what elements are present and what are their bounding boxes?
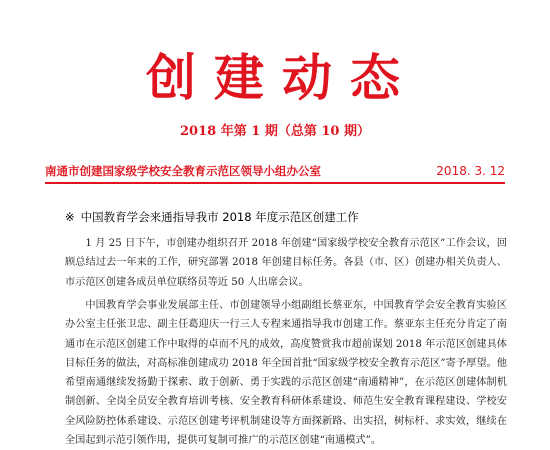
header-divider [45, 182, 505, 184]
issue-number: 2018 年第 1 期（总第 10 期） [180, 124, 370, 139]
reference-mark-icon: ※ [65, 210, 75, 224]
article-title: 中国教育学会来通指导我市 2018 年度示范区创建工作 [80, 210, 359, 224]
article-heading [65, 209, 359, 225]
issue-date: 2018. 3. 12 [436, 164, 505, 178]
article-paragraph-2: 中国教育学会事业发展部主任、市创建领导小组副组长蔡亚东，中国教育学会安全教育实验区办公室主任张卫忠、副主任葛迎庆一行三人专程来通指导我市创建工作。蔡亚东主任充分肯定了南通市在示范区创建工作中取得的卓而不凡的成效，高度赞赏我市超前谋划 2018 年示范区创建具体目标任务的做法，对高标准创建成功 2018 年全国首批“国家级学校安全教育示范区”寄予厚望。他希望南通继续发扬勤于探索、敢于创新、勇于实践的示范区创建“南通精神”，在示范区创建体制机制创新、全岗全员安全教育培训考核、安全教育科研体系建设、师范生安全教育课程建设、学校安全风险防控体系建设、示范区创建考评机制建设等方面探新路、出实招，树标杆、求实效，继续在全国起到示范引领作用，提供可复制可推广的示范区创建“南通模式”。 [65, 300, 507, 447]
issuing-office: 南通市创建国家级学校安全教育示范区领导小组办公室 [45, 164, 321, 178]
header-line [45, 162, 505, 180]
masthead-title: 创建动态 [146, 48, 418, 107]
article-paragraph-1: 1 月 25 日下午，市创建办组织召开 2018 年创建“国家级学校安全教育示范区”工作会议，回顾总结过去一年来的工作，研究部署 2018 年创建目标任务。各县（市、区）创建办相关负责人、市示范区创建各成员单位联络员等近 50 人出席会议。 [65, 238, 507, 288]
